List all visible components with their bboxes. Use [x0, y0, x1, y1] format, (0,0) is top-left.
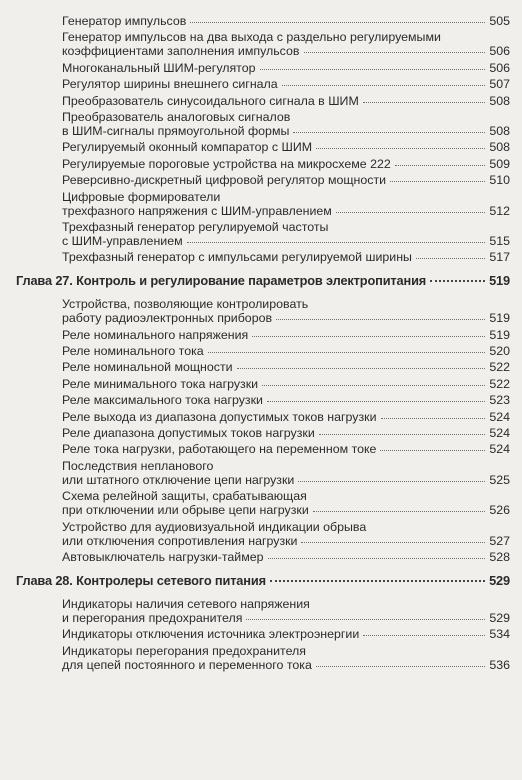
toc-entry-row: [62, 426, 510, 440]
toc-entry-title-line: Преобразователь синусоидального сигнала в ШИМ: [62, 93, 359, 108]
toc-entry-page: 524: [489, 426, 510, 441]
dot-leader: [416, 258, 485, 259]
toc-entry-row: [62, 204, 510, 218]
toc-entry-row: [62, 377, 510, 391]
toc-entry: [62, 597, 510, 625]
toc-entry-page: 523: [489, 393, 510, 408]
toc-entry-page: 524: [489, 442, 510, 457]
chapter-28-heading: [16, 573, 510, 588]
dot-leader: [319, 434, 486, 435]
dot-leader: [262, 385, 485, 386]
toc-entry: [62, 250, 510, 264]
toc-entry-title-line: коэффициентами заполнения импульсов: [62, 44, 300, 59]
toc-entry-row: [62, 173, 510, 187]
toc-section-mains-controllers: [0, 597, 522, 672]
toc-entry: [62, 550, 510, 564]
toc-entry-page: 508: [489, 93, 510, 108]
toc-entry-title-line: Реле минимального тока нагрузки: [62, 376, 259, 391]
dot-leader: [190, 22, 485, 23]
toc-entry: [62, 459, 510, 487]
toc-entry-row: [62, 44, 510, 58]
toc-entry-title-line: Трехфазный генератор регулируемой частоты: [62, 219, 329, 234]
dot-leader: [208, 352, 486, 353]
toc-entry: [62, 489, 510, 517]
toc-entry-row: [62, 534, 510, 548]
toc-entry-row: [62, 503, 510, 517]
toc-entry-title-line: Реле номинальной мощности: [62, 360, 233, 375]
dot-leader: [430, 280, 485, 282]
toc-entry-page: 509: [489, 156, 510, 171]
toc-entry-row: [62, 360, 510, 374]
dot-leader: [390, 181, 485, 182]
toc-entry-row: [62, 627, 510, 641]
toc-entry: [62, 393, 510, 407]
toc-entry-title-line: работу радиоэлектронных приборов: [62, 311, 273, 326]
toc-entry-title-line: Устройство для аудиовизуальной индикации обрыва: [62, 519, 367, 534]
toc-entry-row: [62, 77, 510, 91]
toc-entry-page: 510: [489, 173, 510, 188]
toc-entry-page: 519: [489, 327, 510, 342]
dot-leader: [363, 635, 485, 636]
toc-entry-page: 506: [489, 44, 510, 59]
dot-leader: [381, 418, 486, 419]
toc-entry-title-line: Реверсивно-дискретный цифровой регулятор мощности: [62, 173, 387, 188]
toc-entry-title-line: Регулятор ширины внешнего сигнала: [62, 77, 278, 92]
toc-entry-title-line: Цифровые формирователи: [62, 189, 221, 204]
toc-entry-page: 527: [489, 533, 510, 548]
toc-entry-title-line: Автовыключатель нагрузки-таймер: [62, 549, 264, 564]
toc-entry-title-line: Реле выхода из диапазона допустимых токов нагрузки: [62, 409, 377, 424]
toc-entry-title-line: Регулируемый оконный компаратор с ШИМ: [62, 140, 313, 155]
toc-entry-title-line: с ШИМ-управлением: [62, 233, 183, 248]
dot-leader: [298, 481, 485, 482]
toc-entry: [62, 30, 510, 58]
toc-entry: [62, 220, 510, 248]
toc-entry-row: [62, 344, 510, 358]
chapter-28-title: Глава 28. Контролеры сетевого питания: [16, 572, 266, 588]
toc-entry: [62, 173, 510, 187]
toc-entry-page: 522: [489, 360, 510, 375]
toc-entry-title-line: Регулируемые пороговые устройства на микросхеме 222: [62, 156, 391, 171]
toc-entry-title-line: Многоканальный ШИМ-регулятор: [62, 60, 256, 75]
toc-entry-title-line: Трехфазный генератор с импульсами регулируемой ширины: [62, 250, 412, 265]
toc-entry-row: [62, 473, 510, 487]
toc-entry-title-line: или отключения сопротивления нагрузки: [62, 533, 298, 548]
dot-leader: [293, 132, 485, 133]
toc-entry-title-line: Индикаторы перегорания предохранителя: [62, 643, 306, 658]
dot-leader: [270, 580, 485, 582]
toc-entry-page: 508: [489, 123, 510, 138]
toc-entry: [62, 190, 510, 218]
toc-entry: [62, 344, 510, 358]
toc-entry-title-line: для цепей постоянного и переменного тока: [62, 657, 312, 672]
toc-entry-title-line: Генератор импульсов: [62, 14, 187, 28]
toc-entry-page: 519: [489, 311, 510, 326]
toc-entry-row: [62, 61, 510, 75]
toc-entry-page: 536: [489, 657, 510, 672]
toc-entry-page: 515: [489, 233, 510, 248]
toc-entry-title-line: Устройства, позволяющие контролировать: [62, 297, 309, 312]
dot-leader: [304, 52, 486, 53]
toc-entry-row: [62, 311, 510, 325]
toc-entry-title-line: трехфазного напряжения с ШИМ-управлением: [62, 203, 332, 218]
chapter-28-page: 529: [489, 572, 510, 588]
toc-entry-page: 512: [489, 203, 510, 218]
toc-entry-row: [62, 94, 510, 108]
toc-entry-row: [62, 250, 510, 264]
toc-entry: [62, 297, 510, 325]
toc-entry-title-line: Преобразователь аналоговых сигналов: [62, 109, 291, 124]
dot-leader: [336, 212, 486, 213]
toc-entry: [62, 627, 510, 641]
toc-entry-row: [62, 157, 510, 171]
toc-section-pwm: [0, 14, 522, 264]
toc-entry-title-line: Генератор импульсов на два выхода с раздельно регулируемыми: [62, 30, 441, 45]
chapter-27-page: 519: [489, 273, 510, 289]
dot-leader: [276, 319, 485, 320]
toc-entry-title-line: Реле номинального напряжения: [62, 327, 249, 342]
toc-entry-page: 508: [489, 140, 510, 155]
toc-entry-row: [62, 393, 510, 407]
toc-entry-page: 525: [489, 472, 510, 487]
toc-entry-row: [62, 410, 510, 424]
toc-entry: [62, 644, 510, 672]
toc-entry: [62, 77, 510, 91]
dot-leader: [237, 368, 486, 369]
toc-entry-row: [62, 611, 510, 625]
toc-entry-title-line: Реле тока нагрузки, работающего на переменном токе: [62, 442, 377, 457]
toc-entry-page: 529: [489, 610, 510, 625]
toc-entry-row: [62, 550, 510, 564]
toc-entry: [62, 94, 510, 108]
toc-entry-page: 534: [489, 627, 510, 642]
dot-leader: [380, 450, 485, 451]
toc-entry-title-line: при отключении или обрыве цепи нагрузки: [62, 503, 309, 518]
toc-entry: [62, 426, 510, 440]
toc-entry-row: [62, 124, 510, 138]
toc-entry-row: [62, 234, 510, 248]
dot-leader: [252, 336, 485, 337]
dot-leader: [313, 511, 486, 512]
toc-entry: [62, 14, 510, 28]
toc-entry-title-line: или штатного отключение цепи нагрузки: [62, 472, 295, 487]
toc-entry-row: [62, 442, 510, 456]
toc-entry: [62, 157, 510, 171]
toc-entry-title-line: Схема релейной защиты, срабатывающая: [62, 489, 307, 504]
toc-entry: [62, 410, 510, 424]
toc-entry-page: 505: [489, 14, 510, 28]
toc-entry-row: [62, 14, 510, 28]
table-of-contents: [0, 14, 522, 674]
toc-entry: [62, 110, 510, 138]
toc-entry: [62, 328, 510, 342]
dot-leader: [363, 102, 486, 103]
toc-entry-page: 524: [489, 409, 510, 424]
toc-entry-row: [62, 328, 510, 342]
dot-leader: [395, 165, 486, 166]
toc-section-power-control: [0, 297, 522, 564]
toc-entry-title-line: в ШИМ-сигналы прямоугольной формы: [62, 123, 290, 138]
toc-entry-title-line: Реле номинального тока: [62, 344, 204, 359]
dot-leader: [187, 242, 486, 243]
toc-entry-page: 528: [489, 549, 510, 564]
toc-entry-page: 506: [489, 60, 510, 75]
toc-entry-page: 517: [489, 250, 510, 265]
dot-leader: [246, 619, 485, 620]
dot-leader: [260, 69, 486, 70]
chapter-27-heading: [16, 273, 510, 288]
toc-entry-row: [62, 140, 510, 154]
toc-entry-title-line: Индикаторы наличия сетевого напряжения: [62, 596, 310, 611]
toc-entry-title-line: Последствия непланового: [62, 458, 214, 473]
toc-entry: [62, 61, 510, 75]
toc-entry: [62, 360, 510, 374]
dot-leader: [316, 666, 485, 667]
toc-entry-title-line: Реле диапазона допустимых токов нагрузки: [62, 426, 315, 441]
toc-entry-title-line: и перегорания предохранителя: [62, 610, 243, 625]
toc-entry-row: [62, 658, 510, 672]
dot-leader: [268, 558, 486, 559]
dot-leader: [316, 148, 485, 149]
toc-entry: [62, 442, 510, 456]
toc-entry: [62, 140, 510, 154]
toc-entry-page: 526: [489, 503, 510, 518]
toc-entry: [62, 377, 510, 391]
toc-entry-page: 522: [489, 376, 510, 391]
toc-entry-page: 520: [489, 344, 510, 359]
dot-leader: [282, 85, 486, 86]
dot-leader: [301, 542, 485, 543]
toc-entry-page: 507: [489, 77, 510, 92]
chapter-27-title: Глава 27. Контроль и регулирование параметров электропитания: [16, 273, 427, 289]
toc-entry: [62, 520, 510, 548]
toc-entry-title-line: Реле максимального тока нагрузки: [62, 393, 263, 408]
toc-entry-title-line: Индикаторы отключения источника электроэнергии: [62, 627, 360, 642]
dot-leader: [267, 401, 485, 402]
